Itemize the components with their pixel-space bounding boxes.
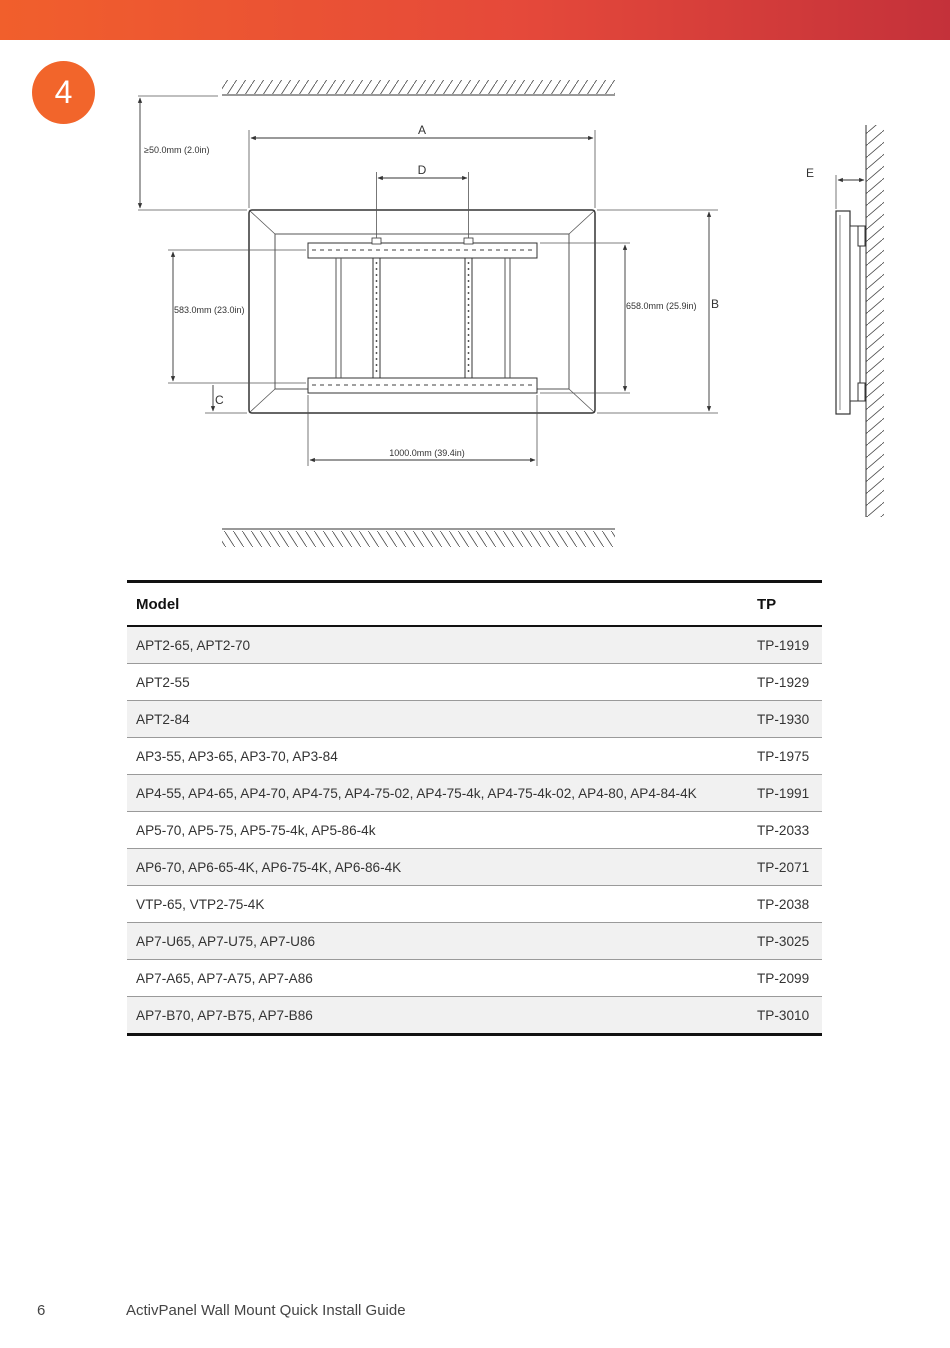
tp-cell: TP-2038 xyxy=(748,886,822,923)
tp-cell: TP-1991 xyxy=(748,775,822,812)
model-tp-table xyxy=(127,580,822,1036)
table-row xyxy=(127,775,822,812)
label-a: A xyxy=(417,123,427,137)
dimension-top-clearance xyxy=(138,96,247,210)
tp-cell: TP-1919 xyxy=(748,626,822,664)
label-c: C xyxy=(215,393,224,407)
tp-cell: TP-2099 xyxy=(748,960,822,997)
model-cell: AP7-U65, AP7-U75, AP7-U86 xyxy=(127,923,748,960)
mount-bracket xyxy=(308,238,537,393)
model-cell: VTP-65, VTP2-75-4K xyxy=(127,886,748,923)
dimension-c xyxy=(205,385,247,413)
table-row xyxy=(127,960,822,997)
hole-spacing-text: 583.0mm (23.0in) xyxy=(174,305,245,315)
panel-span-text: 658.0mm (25.9in) xyxy=(626,301,697,311)
wall-mount-dimension-diagram xyxy=(0,60,950,560)
table-row xyxy=(127,738,822,775)
tp-cell: TP-2071 xyxy=(748,849,822,886)
tp-cell: TP-3025 xyxy=(748,923,822,960)
table-row xyxy=(127,886,822,923)
top-clearance-text: ≥50.0mm (2.0in) xyxy=(144,145,210,155)
label-d: D xyxy=(417,163,427,177)
label-e: E xyxy=(806,166,815,180)
floor-hatch xyxy=(222,529,615,547)
dimension-b xyxy=(597,210,719,413)
model-cell: AP5-70, AP5-75, AP5-75-4k, AP5-86-4k xyxy=(127,812,748,849)
table-row xyxy=(127,626,822,664)
table-row xyxy=(127,997,822,1035)
model-cell: APT2-84 xyxy=(127,701,748,738)
tp-cell: TP-1929 xyxy=(748,664,822,701)
table-row xyxy=(127,664,822,701)
side-view xyxy=(806,125,884,517)
footer-page-number: 6 xyxy=(37,1302,46,1319)
model-cell: AP6-70, AP6-65-4K, AP6-75-4K, AP6-86-4K xyxy=(127,849,748,886)
table-row xyxy=(127,701,822,738)
header-accent-bar xyxy=(0,0,950,40)
tp-cell: TP-3010 xyxy=(748,997,822,1035)
dimension-panel-span xyxy=(540,243,697,393)
model-cell: APT2-65, APT2-70 xyxy=(127,626,748,664)
tp-cell: TP-1975 xyxy=(748,738,822,775)
table-row xyxy=(127,923,822,960)
step-number: 4 xyxy=(54,74,73,110)
model-cell: AP3-55, AP3-65, AP3-70, AP3-84 xyxy=(127,738,748,775)
table-row xyxy=(127,849,822,886)
header-tp: TP xyxy=(748,582,822,627)
model-cell: AP4-55, AP4-65, AP4-70, AP4-75, AP4-75-02, AP4-75-4k, AP4-75-4k-02, AP4-80, AP4-84-4K xyxy=(127,775,748,812)
model-cell: AP7-B70, AP7-B75, AP7-B86 xyxy=(127,997,748,1035)
model-cell: AP7-A65, AP7-A75, AP7-A86 xyxy=(127,960,748,997)
model-cell: APT2-55 xyxy=(127,664,748,701)
tp-cell: TP-1930 xyxy=(748,701,822,738)
ceiling-hatch xyxy=(222,80,615,95)
header-model: Model xyxy=(127,582,748,627)
table-header-row xyxy=(127,582,822,627)
dimension-hole-spacing xyxy=(168,250,306,383)
dimension-rail-width xyxy=(308,395,537,466)
rail-width-text: 1000.0mm (39.4in) xyxy=(389,448,465,458)
footer-document-title: ActivPanel Wall Mount Quick Install Guide xyxy=(126,1302,406,1319)
dimension-d xyxy=(377,163,469,238)
tp-cell: TP-2033 xyxy=(748,812,822,849)
table-row xyxy=(127,812,822,849)
label-b: B xyxy=(711,297,720,311)
